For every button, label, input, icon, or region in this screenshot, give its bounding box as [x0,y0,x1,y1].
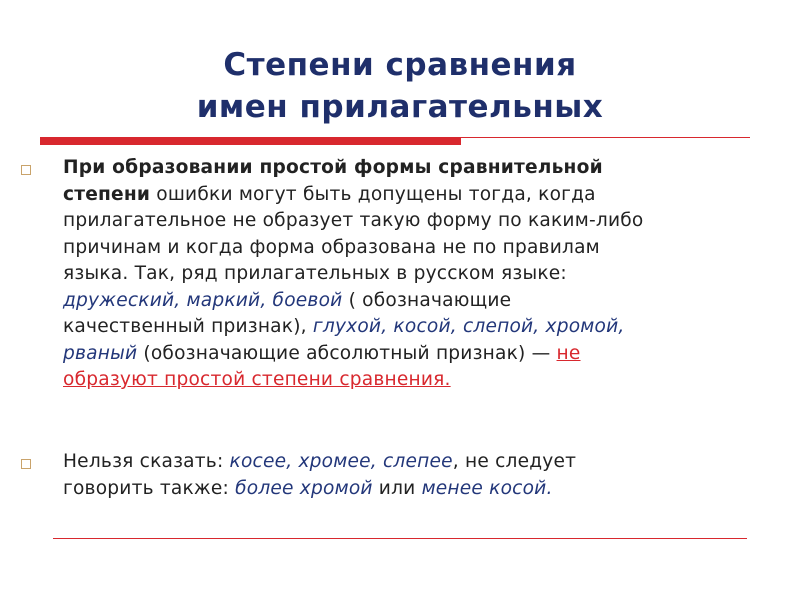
example-words-6: менее косой. [421,477,553,499]
rule-highlight-1: не [556,342,581,364]
p2-line-1 [63,449,773,476]
p2-line-2-pre: говорить также: [63,477,236,499]
p1-line-5: языка. Так, ряд прилагательных в русском языке: [63,263,567,284]
p2-line-2 [63,476,773,503]
rule-highlight-2: образуют простой степени сравнения. [63,369,451,390]
title-line-2: имен прилагательных [196,89,604,125]
title-underline-thick [40,138,461,145]
p1-line-4: причинам и когда форма образована не по правилам [63,236,600,258]
p1-line-2-rest: ошибки могут быть допущены тогда, когда [150,183,596,205]
p1-line-7-pre: качественный признак), [63,316,313,337]
p2-line-1-post: , не следует [452,451,577,472]
p1-line-9 [63,367,773,394]
p1-line-8-mid: (обозначающие абсолютный признак) — [137,342,557,364]
p1-line-1: При образовании простой формы сравнительной [63,157,603,178]
square-bullet-icon [21,459,31,469]
example-words-2: глухой, косой, слепой, хромой, [312,316,625,337]
p1-line-6 [63,288,773,315]
paragraph-1 [63,155,773,394]
title-line-1: Степени сравнения [223,47,577,83]
p1-line-7 [63,314,773,341]
square-bullet-icon [21,165,31,175]
bottom-divider [53,538,747,539]
p1-line-3: прилагательное не образует такую форму по каким-либо [63,210,644,231]
p2-line-1-pre: Нельзя сказать: [63,451,230,472]
example-words-5: более хромой [235,477,373,499]
paragraph-2 [63,449,773,502]
p1-line-6-rest: ( обозначающие [342,289,512,311]
example-words-4: косее, хромее, слепее [229,451,453,472]
p1-line-8 [63,341,773,368]
example-words-1: дружеский, маркий, боевой [63,289,343,311]
slide-title [0,44,800,128]
p2-line-2-mid: или [372,477,422,499]
p1-line-2 [63,182,773,209]
example-words-3: рваный [63,342,138,364]
p1-line-2-bold: степени [63,183,151,205]
